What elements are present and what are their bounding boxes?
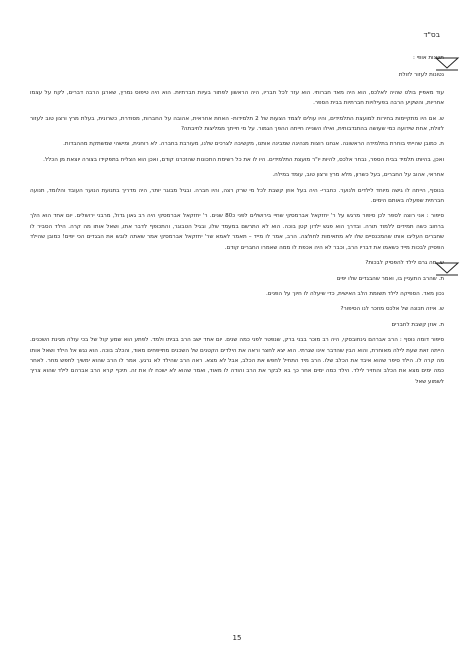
answer-line: ת. אוזן קשבת לחברים — [391, 321, 444, 328]
document-body — [30, 53, 444, 387]
story-paragraph: סיפור דומה נוסף : הרב אברהם גינחובסקי, היה רב מוכר בבני ברק, שנפטר לפני כמה שנים. יום אחד ישב הרב בביתו ולמד. לפתע הוא שמע קול של בכי עולה מגינת השכנים. הייתה זאת שעת לילה מאוחרת, והוא הבין שהדבר אינו שגרתי. הוא יצא לחצר וראה את הילדים הקטנים של השכנים מתייפחים מאוד, והכלב בוכה. הוא נגש אל הילד ושאל אותו מה קרה לו. הילד סיפר שהוא איבד את הכלב שלו. הרב מיד התחיל לחפש את הכלב, אבל לא מצא. ראה הרב שהילד לא נרגע. אמר לו הרב שהוא ימשיך לחפש מחר. לאחר כמה ימים מצא את הכלב והחזיר לילד. הילד כמה ימים אחר כך בא לבקר את הרב והודה לו מאוד, ואמר שהוא לא ישכח לו את זה. תיכף קרא הרב אברהם לילד שהוא צריך לשמוע שאל — [30, 337, 444, 385]
subheading: נטונות לעזור לזולת — [398, 72, 444, 79]
question-paragraph: ש. אם היו מתקיימות בחירות למועצת התלמידים, והיו עולים לצמד הצעות של 2 תלמידות- האחת אחראית, אהובה על החברות, מסודרת, כשרונית, בעלת מרץ ורצון טוב לעזור לזולת, אחת שידועה כמי שעושה בהתנדבותית, ואילו השנייה חייתה ההפך הגמור. על מי חייתך ממליצות לחיבתה? — [30, 115, 444, 133]
paragraph: אחראי, אהוב על החברים, בעל כשרון, מלא מרץ ורצון טוב, עומד במילה. — [272, 172, 444, 179]
header-bsd: בס"ד — [423, 30, 440, 39]
paragraph: נכון מאד. הספיקה לילד תשומת הלב האישית, כדי שיעלה לו חיוך על הפנים. — [265, 290, 444, 297]
story-paragraph: סיפור : אני רוצה לספר לכן סיפור מרגש על ר' יחזקאל אברמסקי שחיי בירושלים לפני כ80 שנים. ר' יחזקאל אברמסקי היה רב גאון גדול, מרבני ירושלים. יום אחד הוא הלך ברחוב כשה תמידים ללמוד תורה. ובדרך הוא פגש ילדון קטן בוכה. הוא לא התרשם במעמד שלו, ובגיל הטבוגר, והתכופף לדבר אתו, ושאל אותו מה קרה. הילד הסביר לו שחברים העליבו אותו שהמכנסיים שלו לא מתאימות לחולצה. הרב, אמר לו מייד – תאמר לאמא שר' יחזקאל אברמסקי אמר שאתה לובש את הבגדים הכי יפים! כמובן שהילד הפסיק לבכות מייד כשאמו את דבריו הרב, וכבר לא היה אכפת לו ממה שאמרו החברים קודם. — [30, 213, 444, 251]
question-line: ש. איזה תכונה של אלכס מוזכר לנו הסיפור? — [340, 306, 444, 313]
question-line: ש. מה גרם לילד להפסיק לבכות? — [365, 260, 444, 267]
paragraph: עוד מאפיין בולט שהיה לאלכס, הוא היה מאד חברותי. הוא עזר לכל חבריו, היה הראשון לפתור בעיות חברתיות. הוא היה טיפוס נמרץ, שארגן הרבה דברים, לקח על עצמו אחריות, והשקיע הרבה בפעילויות חברתיות בבית הספר. — [30, 89, 444, 107]
paragraph: ואכן, בהיותו תלמיד בבית הספר, נבחר אלכס, להיות יו"ר מועצת התלמידים. היו לו את כל רשימת התכונות שהזכרנו קודם, ואכן הוא הצליח בתפקידו בצורה יוצאת מן הכלל. — [43, 156, 444, 163]
paragraph: בנוסף, הייתה לו גישה מיוחד לילדים ולנוער. כחברי- היה בעל אוזן קשבת לכל מי שרק רצה, והיו חברה. ובגיל מבוגר יותר, היה מדריך בתנועת הנוער העובד והלומד, תנועה חברתית שפעלה באותם הימים. — [30, 187, 444, 205]
answer-line: ת. שהרב התעניין בו, ואמר שהבגדים שלו יפים — [336, 275, 444, 282]
page-number: 15 — [232, 634, 242, 642]
answer-paragraph: ת. כמובן שהייתי בוחרת בתלמידה הראשונה. אנחנו רוצות מנהיגה שמבינה אותנו, מקשיבה לצרכים שלנו, מעורבת בחברה. לא רוחנית, ומישהי שמשתקת מההבדות. — [63, 141, 444, 148]
section-heading: תכונות אופי : — [412, 55, 444, 61]
